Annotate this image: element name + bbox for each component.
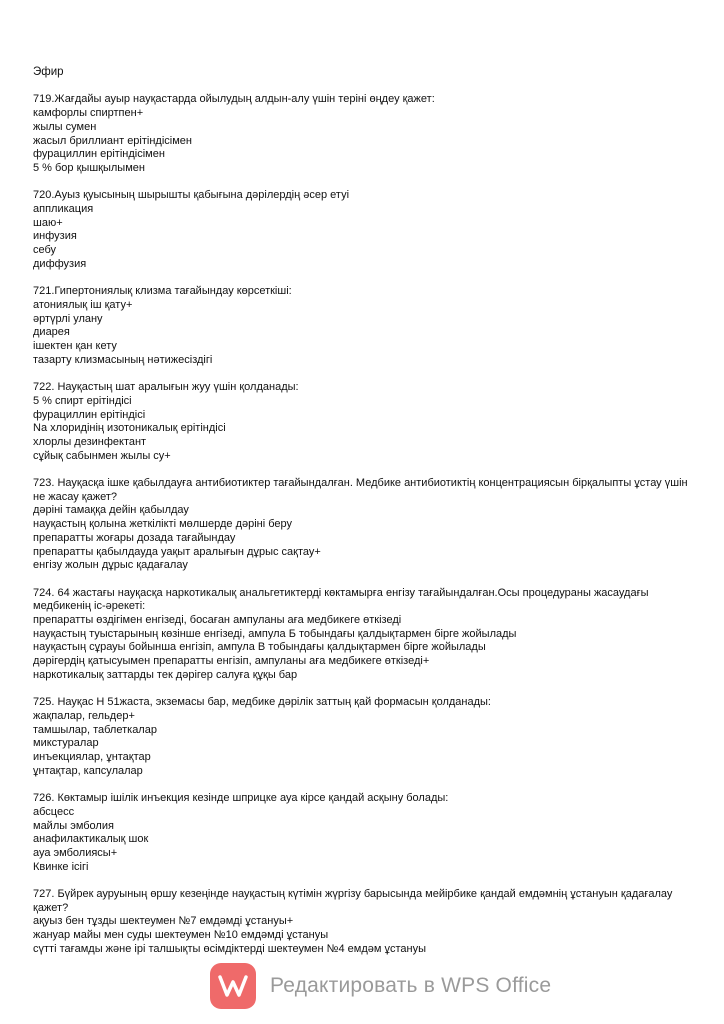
answer-option: ақуыз бен тұзды шектеумен №7 емдәмді ұстануы+ (33, 915, 294, 928)
question-text: 719.Жағдайы ауыр науқастарда ойылудың алдын-алу үшін терiнi өңдеу қажет: (33, 93, 435, 106)
wps-edit-label[interactable]: Редактировать в WPS Office (270, 974, 552, 997)
answer-option: жақпалар, гельдер+ (33, 709, 135, 722)
answer-option: енгізу жолын дұрыс қадағалау (33, 559, 188, 572)
answer-option: инъекциялар, ұнтақтар (33, 751, 151, 764)
answer-option: Квинке ісігі (33, 860, 89, 873)
answer-option: жануар майы мен суды шектеумен №10 емдәмді ұстануы (33, 929, 329, 942)
answer-option: сүтті тағамды және ірі талшықты өсімдіктерді шектеумен №4 емдәм ұстануы (33, 942, 426, 955)
question-text: 722. Науқастың шат аралығын жуу үшін қолданады: (33, 381, 299, 394)
answer-option: анафилактикалық шок (33, 833, 149, 846)
answer-option: инфузия (33, 230, 77, 243)
answer-option: препаратты қабылдауда уақыт аралығын дұрыс сақтау+ (33, 545, 321, 558)
answer-option: хлорлы дезинфектант (33, 435, 147, 448)
question-text: 724. 64 жастағы науқасқа наркотикалық анальгетиктерді көктамырға енгізу тағайындалған.Осы процедураны жасаудағы медбикенің іс-әрекеті: (33, 586, 649, 613)
answer-option: себу (33, 244, 57, 257)
answer-option: Na хлоридінің изотоникалық ерітіндісі (33, 422, 226, 435)
answer-option: әртүрлі улану (33, 312, 103, 325)
answer-option: науқастың туыстарының көзінше енгізеді, ампула Б тобындағы қалдықтармен бірге жойылады (33, 627, 517, 640)
wps-logo-icon (210, 963, 256, 1009)
answer-option: ауа эмболиясы+ (33, 846, 118, 859)
answer-option: ұнтақтар, капсулалар (33, 764, 143, 777)
answer-option: майлы эмболия (33, 819, 114, 832)
question-text: 723. Науқасқа ішке қабылдауға антибиотиктер тағайындалған. Медбике антибиотиктің концентрациясын бірқалыпты ұстау үшін не жасау қажет? (33, 477, 688, 503)
answer-option: 5 % спирт ерітіндісі (33, 394, 132, 407)
question-block (33, 477, 693, 573)
document-heading: Эфир (33, 66, 64, 78)
answer-option: ішектен қан кету (33, 340, 117, 353)
answer-option: абсцесс (33, 805, 75, 818)
answer-option: дәрігердің қатысуымен препаратты енгізіп, ампуланы аға медбикеге өткізеді+ (33, 655, 430, 668)
answer-option: жасыл бриллиант ерітіндісімен (33, 134, 192, 147)
question-block (33, 587, 693, 683)
question-text: 725. Науқас Н 51жаста, экземасы бар, медбике дәрілік заттың қай формасын қолданады: (33, 696, 491, 709)
answer-option: наркотикалық заттарды тек дәрігер салуға құқы бар (33, 668, 298, 681)
answer-option: науқастың сұрауы бойынша енгізіп, ампула В тобындағы қалдықтармен бірге жойылады (33, 641, 486, 654)
document-page (33, 66, 693, 970)
answer-option: микстуралар (33, 737, 99, 750)
answer-option: тамшылар, таблеткалар (33, 723, 157, 736)
question-text: 720.Ауыз қуысының шырышты қабығына дәрілердің әсер етуі (33, 189, 350, 202)
answer-option: камфорлы спиртпен+ (33, 107, 144, 120)
answer-option: препаратты жоғары дозада тағайындау (33, 531, 236, 544)
question-block (33, 792, 693, 874)
answer-option: сұйық сабынмен жылы су+ (33, 449, 171, 462)
wps-edit-banner[interactable] (210, 963, 551, 1009)
answer-option: препаратты өздігімен енгізеді, босаған ампуланы аға медбикеге өткізеді (33, 614, 402, 627)
answer-option: аппликация (33, 203, 94, 215)
answer-option: атониялық іш қату+ (33, 298, 133, 311)
question-text: 726. Көктамыр ішілік инъекция кезінде шприцке ауа кірсе қандай асқыну болады: (33, 792, 449, 805)
answer-option: дәріні тамаққа дейін қабылдау (33, 504, 189, 517)
question-list (33, 93, 693, 956)
answer-option: диффузия (33, 257, 87, 270)
answer-option: диарея (33, 326, 70, 339)
answer-option: тазарту клизмасының нәтижесіздігі (33, 353, 213, 366)
question-block (33, 93, 693, 175)
question-block (33, 285, 693, 367)
question-block (33, 696, 693, 778)
answer-option: науқастың қолына жеткілікті мөлшерде дәріні беру (33, 518, 293, 531)
question-text: 727. Бүйрек ауруының өршу кезеңінде науқастың күтімін жүргізу барысында мейірбике қандай емдәмнің ұстануын қадағалау қажет? (33, 888, 673, 914)
answer-option: 5 % бор қышқылымен (33, 161, 145, 174)
answer-option: шаю+ (33, 216, 63, 229)
question-block (33, 381, 693, 463)
question-block (33, 189, 693, 271)
answer-option: фурациллин ерітіндісі (33, 408, 146, 421)
answer-option: жылы сумен (33, 120, 97, 133)
question-block (33, 888, 693, 957)
question-text: 721.Гипертониялық клизма тағайындау көрсеткіші: (33, 285, 292, 298)
answer-option: фурациллин ерітіндісімен (33, 148, 165, 161)
